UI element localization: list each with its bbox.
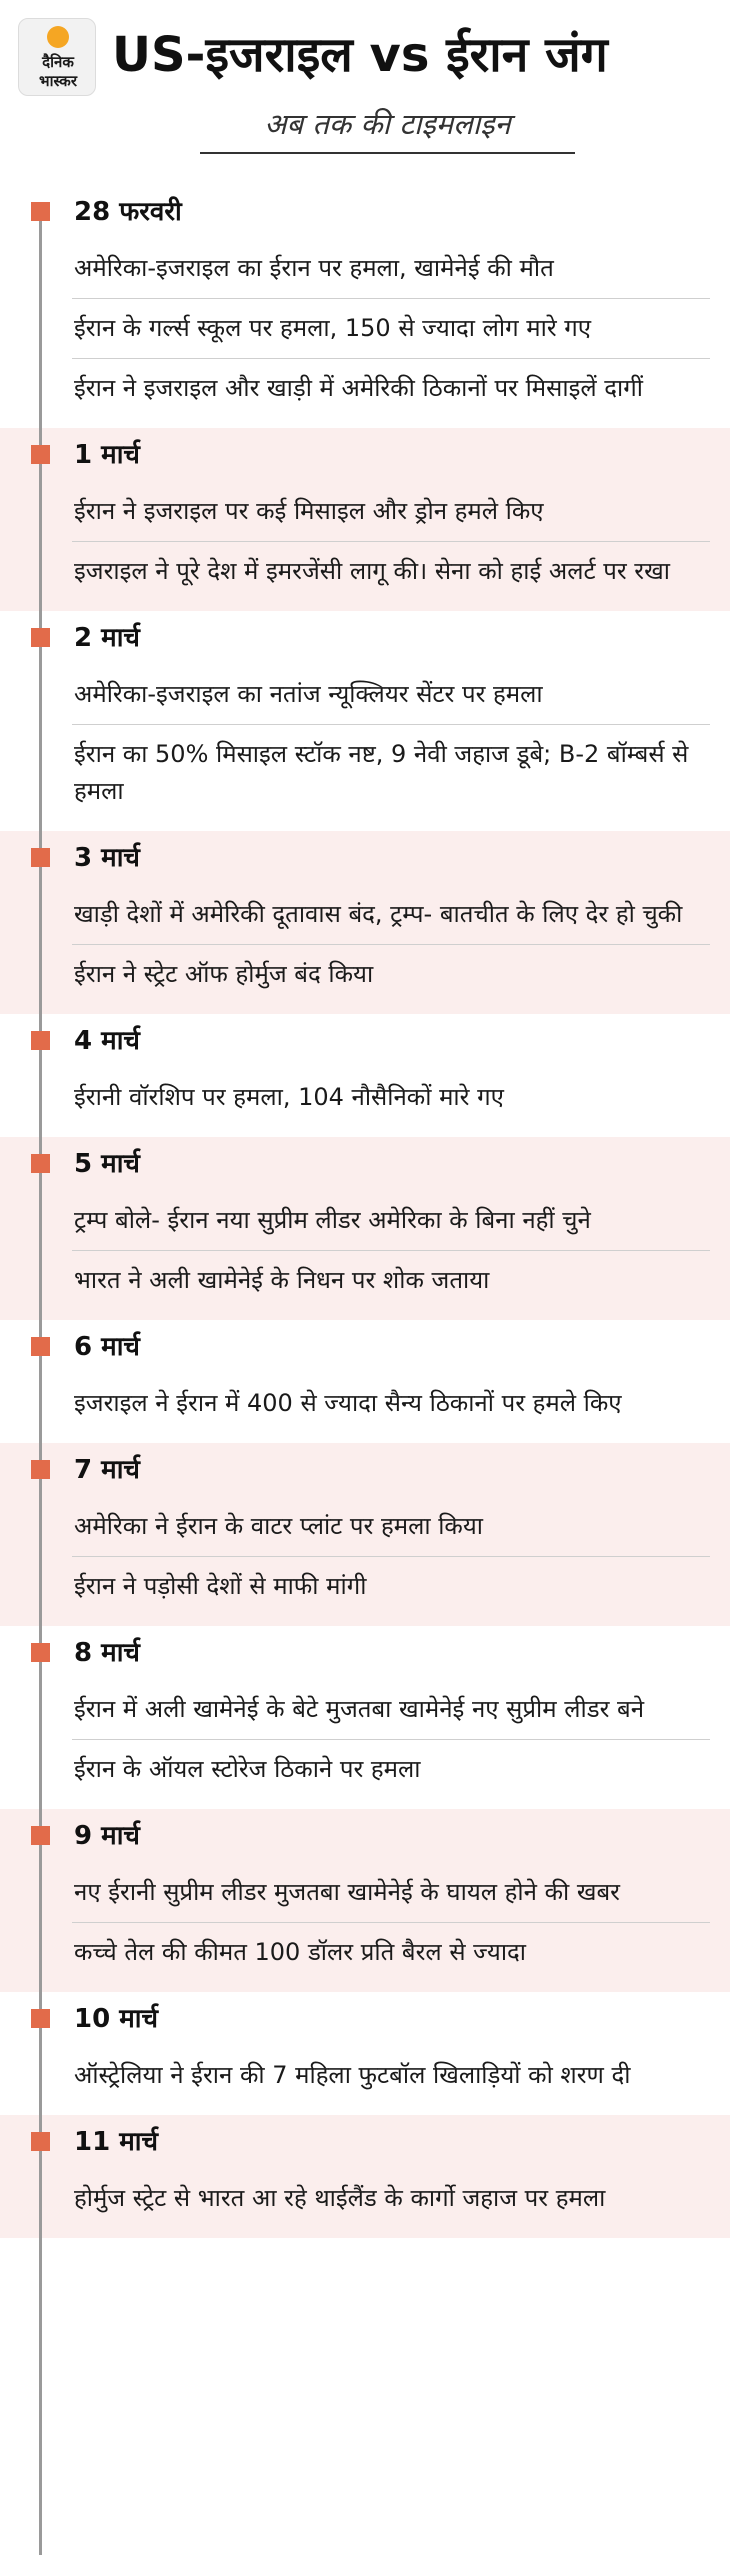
timeline-date: 4 मार्च: [74, 1026, 140, 1056]
timeline-group: [0, 1809, 730, 1992]
timeline-date: 8 मार्च: [74, 1638, 140, 1668]
date-row: [0, 1443, 730, 1497]
timeline-event: इजराइल ने पूरे देश में इमरजेंसी लागू की। सेना को हाई अलर्ट पर रखा: [72, 541, 710, 601]
timeline-marker-icon: [31, 628, 50, 647]
timeline-marker-icon: [31, 445, 50, 464]
timeline-event: ईरान ने इजराइल और खाड़ी में अमेरिकी ठिकानों पर मिसाइलें दागीं: [72, 358, 710, 418]
timeline-event: ऑस्ट्रेलिया ने ईरान की 7 महिला फुटबॉल खिलाड़ियों को शरण दी: [74, 2061, 631, 2089]
sun-icon: [47, 26, 69, 48]
timeline-marker-icon: [31, 1337, 50, 1356]
timeline-event: ईरान ने पड़ोसी देशों से माफी मांगी: [72, 1556, 710, 1616]
logo-text-line2: भास्कर: [39, 72, 77, 90]
timeline-group: [0, 611, 730, 831]
timeline-event: अमेरिका-इजराइल का ईरान पर हमला, खामेनेई की मौत: [74, 254, 554, 282]
timeline-group: [0, 1014, 730, 1137]
page-title: US-इजराइल vs ईरान जंग: [112, 27, 608, 83]
date-row: [0, 1014, 730, 1068]
timeline-group: [0, 1320, 730, 1443]
timeline-event: अमेरिका-इजराइल का नतांज न्यूक्लियर सेंटर पर हमला: [74, 680, 543, 708]
timeline-marker-icon: [31, 1643, 50, 1662]
timeline-group: [0, 1443, 730, 1626]
timeline-group: [0, 1626, 730, 1809]
timeline-date: 1 मार्च: [74, 440, 140, 470]
dainik-bhaskar-logo: [18, 18, 96, 96]
timeline-event: ट्रम्प बोले- ईरान नया सुप्रीम लीडर अमेरिका के बिना नहीं चुने: [74, 1206, 591, 1234]
timeline-event: अमेरिका ने ईरान के वाटर प्लांट पर हमला किया: [74, 1512, 483, 1540]
timeline-event: ईरान के ऑयल स्टोरेज ठिकाने पर हमला: [72, 1739, 710, 1799]
timeline-event: ईरानी वॉरशिप पर हमला, 104 नौसैनिकों मारे गए: [74, 1083, 504, 1111]
date-row: [0, 1626, 730, 1680]
timeline-marker-icon: [31, 1826, 50, 1845]
timeline-event: ईरान ने स्ट्रेट ऑफ होर्मुज बंद किया: [72, 944, 710, 1004]
timeline-group: [0, 1137, 730, 1320]
subtitle-underline: [200, 152, 575, 154]
logo-text: [19, 53, 96, 91]
timeline-date: 5 मार्च: [74, 1149, 140, 1179]
timeline-group: [0, 428, 730, 611]
date-row: [0, 611, 730, 665]
date-row: [0, 2115, 730, 2169]
timeline-marker-icon: [31, 1154, 50, 1173]
timeline-event: ईरान ने इजराइल पर कई मिसाइल और ड्रोन हमले किए: [74, 497, 544, 525]
date-row: [0, 185, 730, 239]
header: [0, 0, 730, 165]
timeline-event: भारत ने अली खामेनेई के निधन पर शोक जताया: [72, 1250, 710, 1310]
timeline-event: कच्चे तेल की कीमत 100 डॉलर प्रति बैरल से ज्यादा: [72, 1922, 710, 1982]
date-row: [0, 1137, 730, 1191]
date-row: [0, 831, 730, 885]
timeline-marker-icon: [31, 848, 50, 867]
date-row: [0, 1809, 730, 1863]
timeline-event: होर्मुज स्ट्रेट से भारत आ रहे थाईलैंड के कार्गो जहाज पर हमला: [74, 2184, 606, 2212]
timeline-date: 6 मार्च: [74, 1332, 140, 1362]
timeline-line: [39, 210, 42, 2555]
timeline-group: [0, 185, 730, 428]
timeline-date: 9 मार्च: [74, 1821, 140, 1851]
timeline-marker-icon: [31, 2132, 50, 2151]
timeline-event: ईरान में अली खामेनेई के बेटे मुजतबा खामेनेई नए सुप्रीम लीडर बने: [74, 1695, 645, 1723]
timeline-marker-icon: [31, 1031, 50, 1050]
date-row: [0, 428, 730, 482]
date-row: [0, 1320, 730, 1374]
timeline-event: ईरान का 50% मिसाइल स्टॉक नष्ट, 9 नेवी जहाज डूबे; B-2 बॉम्बर्स से हमला: [72, 724, 710, 821]
timeline-group: [0, 1992, 730, 2115]
timeline-group: [0, 2115, 730, 2238]
page-subtitle: अब तक की टाइमलाइन: [264, 107, 511, 141]
logo-text-line1: दैनिक: [42, 53, 74, 71]
timeline-date: 7 मार्च: [74, 1455, 140, 1485]
timeline-marker-icon: [31, 202, 50, 221]
timeline-marker-icon: [31, 2009, 50, 2028]
timeline-event: इजराइल ने ईरान में 400 से ज्यादा सैन्य ठिकानों पर हमले किए: [74, 1389, 622, 1417]
timeline-date: 2 मार्च: [74, 623, 140, 653]
timeline: [0, 185, 730, 2238]
date-row: [0, 1992, 730, 2046]
timeline-event: नए ईरानी सुप्रीम लीडर मुजतबा खामेनेई के घायल होने की खबर: [74, 1878, 620, 1906]
timeline-group: [0, 831, 730, 1014]
timeline-event: ईरान के गर्ल्स स्कूल पर हमला, 150 से ज्यादा लोग मारे गए: [72, 298, 710, 358]
timeline-marker-icon: [31, 1460, 50, 1479]
timeline-event: खाड़ी देशों में अमेरिकी दूतावास बंद, ट्रम्प- बातचीत के लिए देर हो चुकी: [74, 900, 683, 928]
timeline-date: 11 मार्च: [74, 2127, 159, 2157]
timeline-date: 3 मार्च: [74, 843, 140, 873]
timeline-date: 10 मार्च: [74, 2004, 159, 2034]
timeline-date: 28 फरवरी: [74, 197, 182, 227]
